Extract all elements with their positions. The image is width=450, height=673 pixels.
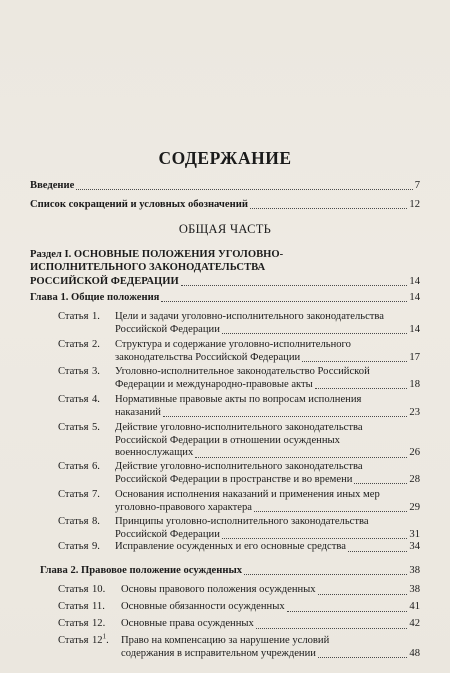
leader-dots — [222, 332, 408, 334]
toc-page-number: 41 — [409, 601, 420, 612]
section-title: ОБЩАЯ ЧАСТЬ — [178, 222, 272, 236]
article-label: Статья — [58, 489, 89, 500]
article-title-line: Право на компенсацию за нарушение условий — [121, 635, 330, 646]
toc-article-7[interactable] — [58, 489, 420, 514]
article-title-line: Принципы уголовно-исполнительного законодательства — [115, 516, 369, 527]
leader-dots — [354, 482, 407, 484]
article-number: 8. — [92, 516, 100, 527]
article-label: Статья — [58, 311, 89, 322]
toc-page-number: 14 — [409, 292, 420, 303]
toc-page-number: 31 — [409, 528, 420, 540]
leader-dots — [161, 300, 407, 302]
article-number: 3. — [92, 366, 100, 377]
leader-dots — [318, 656, 407, 658]
toc-page-number: 7 — [414, 180, 420, 191]
toc-article-4[interactable] — [58, 394, 420, 419]
article-title-line: Российской Федерации — [115, 323, 220, 335]
page-title: СОДЕРЖАНИЕ — [158, 148, 292, 168]
article-label: Статья — [58, 541, 89, 552]
article-label: Статья — [58, 394, 89, 405]
article-number: $12^1$. — [92, 632, 109, 646]
article-title-line: Основные права осужденных — [121, 618, 254, 629]
article-number: 10. — [92, 584, 106, 595]
article-label: Статья — [58, 339, 89, 350]
article-number: 2. — [92, 339, 100, 350]
article-number-main: 12 — [92, 635, 103, 646]
toc-entry-text: Глава 2. Правовое положение осужденных — [40, 565, 243, 576]
article-title-line: Цели и задачи уголовно-исполнительного законодательства — [115, 311, 384, 322]
leader-dots — [244, 573, 407, 575]
toc-page-number: 26 — [409, 447, 420, 459]
toc-article-6[interactable] — [58, 461, 420, 486]
toc-article-5[interactable] — [58, 422, 420, 460]
article-title-line: Основные обязанности осужденных — [121, 601, 285, 612]
article-title-line: Структура и содержание уголовно-исполнительного — [115, 339, 351, 350]
article-label: Статья — [58, 584, 89, 595]
toc-entry-text: Список сокращений и условных обозначений — [30, 199, 248, 210]
article-number: 1. — [92, 311, 100, 322]
article-label: Статья — [58, 516, 89, 527]
toc-article-9[interactable] — [58, 541, 420, 554]
toc-page-number: 38 — [409, 565, 420, 576]
article-title-line: Исправление осужденных и его основные средства — [115, 541, 346, 552]
leader-dots — [256, 627, 408, 629]
toc-page-number: 17 — [409, 351, 420, 363]
article-title-line: Основания исполнения наказаний и применения иных мер — [115, 489, 380, 500]
toc-entry-text: Введение — [30, 180, 75, 191]
leader-dots — [76, 188, 412, 190]
toc-entry-text: Глава 1. Общие положения — [30, 292, 160, 303]
article-title-line: Российской Федерации — [115, 528, 220, 540]
article-title-line: содержания в исправительном учреждении — [121, 647, 316, 659]
part-title-line: РОССИЙСКОЙ ФЕДЕРАЦИИ — [30, 275, 179, 287]
toc-page-number: 48 — [409, 647, 420, 659]
part-title-line: ИСПОЛНИТЕЛЬНОГО ЗАКОНОДАТЕЛЬСТВА — [30, 262, 266, 274]
toc-article-10[interactable] — [58, 584, 420, 597]
toc-page-number: 34 — [409, 541, 420, 552]
toc-entry-introduction[interactable] — [30, 180, 420, 192]
article-title-line: наказаний — [115, 406, 161, 418]
article-number: 9. — [92, 541, 100, 552]
article-title-line: Действие уголовно-исполнительного законодательства — [115, 461, 363, 472]
article-number: 7. — [92, 489, 100, 500]
toc-article-12-1[interactable] — [58, 632, 420, 660]
article-title-line: Российской Федерации в пространстве и во времени — [115, 473, 353, 485]
toc-article-3[interactable] — [58, 366, 420, 391]
article-label: Статья — [58, 422, 89, 433]
toc-page-number: 18 — [409, 378, 420, 390]
article-label: Статья — [58, 366, 89, 377]
toc-entry-chapter-1[interactable] — [30, 292, 420, 304]
article-number: 6. — [92, 461, 100, 472]
article-title-line: Нормативные правовые акты по вопросам исполнения — [115, 394, 362, 405]
leader-dots — [163, 415, 407, 417]
leader-dots — [318, 593, 408, 595]
toc-article-1[interactable] — [58, 311, 420, 336]
article-number-superscript: 1 — [102, 632, 107, 641]
toc-article-11[interactable] — [58, 601, 420, 614]
toc-article-12[interactable] — [58, 618, 420, 631]
toc-article-2[interactable] — [58, 339, 420, 364]
article-title-line: военнослужащих — [115, 447, 194, 459]
leader-dots — [222, 537, 408, 539]
leader-dots — [287, 610, 408, 612]
leader-dots — [250, 207, 407, 209]
article-label: Статья — [58, 461, 89, 472]
article-number: 4. — [92, 394, 100, 405]
article-label: Статья — [58, 601, 89, 612]
toc-page-number: 42 — [409, 618, 420, 629]
toc-page-number: 28 — [409, 473, 420, 485]
leader-dots — [181, 284, 408, 286]
leader-dots — [315, 387, 408, 389]
toc-page-number: 14 — [409, 275, 420, 287]
article-title-line: уголовно-правового характера — [115, 501, 252, 513]
toc-page-number: 29 — [409, 501, 420, 513]
article-title-line: Федерации и международно-правовые акты — [115, 378, 313, 390]
part-title-line: Раздел I. ОСНОВНЫЕ ПОЛОЖЕНИЯ УГОЛОВНО- — [30, 249, 284, 260]
toc-entry-part-1[interactable] — [30, 248, 420, 288]
leader-dots — [254, 510, 407, 512]
article-title-line: Уголовно-исполнительное законодательство Российской — [115, 366, 370, 377]
toc-article-8[interactable] — [58, 516, 420, 541]
toc-page-number: 38 — [409, 584, 420, 595]
article-number: 11. — [92, 601, 105, 612]
toc-page-number: 14 — [409, 323, 420, 335]
bleed-through-text — [250, 108, 252, 118]
toc-page-number: 12 — [409, 199, 420, 210]
article-title-line: законодательства Российской Федерации — [115, 351, 301, 363]
toc-page-number: 23 — [409, 406, 420, 418]
leader-dots — [348, 550, 407, 552]
article-label: Статья — [58, 635, 89, 646]
article-number: 5. — [92, 422, 100, 433]
article-title-line: Российской Федерации в отношении осужденных — [115, 434, 340, 446]
toc-entry-abbreviations[interactable] — [30, 199, 420, 211]
toc-entry-chapter-2[interactable] — [40, 565, 420, 577]
article-label: Статья — [58, 618, 89, 629]
article-title-line: Действие уголовно-исполнительного законодательства — [115, 422, 363, 433]
leader-dots — [302, 360, 407, 362]
leader-dots — [195, 456, 407, 458]
article-number: 12. — [92, 618, 106, 629]
article-title-line: Основы правового положения осужденных — [121, 584, 316, 595]
